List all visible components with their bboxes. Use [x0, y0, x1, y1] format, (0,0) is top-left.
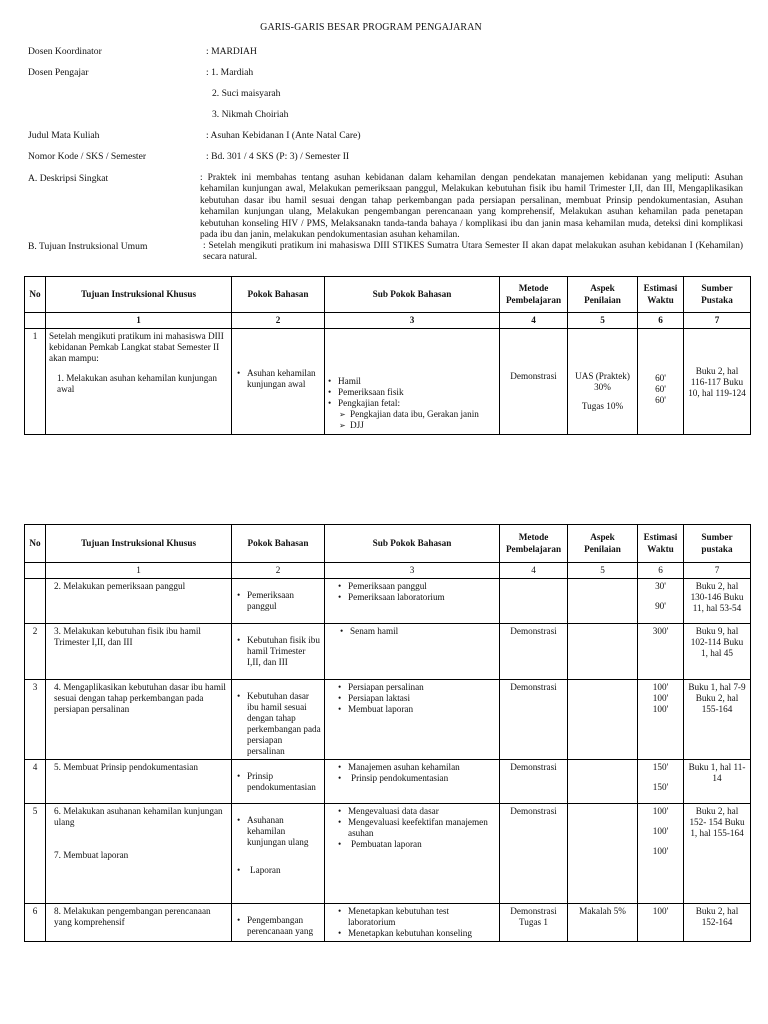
row-sub	[325, 680, 500, 760]
col-number: 2	[232, 563, 325, 579]
aspek-text: Tugas 10%	[581, 401, 624, 412]
row-aspek	[568, 680, 638, 760]
tiu-label: B. Tujuan Instruksional Umum	[28, 241, 148, 252]
col-number: 1	[46, 563, 232, 579]
dosen-koordinator-value: : MARDIAH	[206, 46, 257, 57]
waktu-value: 150'	[652, 782, 669, 793]
row-aspek	[568, 329, 638, 435]
sub-arrow-list	[328, 409, 496, 431]
sub-item: • Pengkajian fetal:	[338, 398, 496, 409]
pokok-list	[235, 691, 321, 757]
row-pokok	[232, 760, 325, 804]
waktu-value: 100'	[652, 826, 669, 837]
row-aspek	[568, 624, 638, 680]
row-tik: 3. Melakukan kebutuhan fisik ibu hamil Trimester I,II, dan III	[46, 624, 232, 680]
row-aspek	[568, 760, 638, 804]
row-sumber: Buku 2, hal 130-146 Buku 11, hal 53-54	[684, 579, 751, 624]
row-pokok	[232, 579, 325, 624]
table-row	[25, 760, 751, 804]
row-pokok	[232, 624, 325, 680]
row-aspek	[568, 579, 638, 624]
row-pokok	[232, 680, 325, 760]
col-no-header: No	[25, 277, 46, 313]
sub-list	[328, 906, 496, 939]
col-sub-header: Sub Pokok Bahasan	[325, 525, 500, 563]
col-metode-header: Metode Pembelajaran	[500, 525, 568, 563]
waktu-value: 100'	[652, 846, 669, 857]
row-pokok	[232, 904, 325, 942]
col-sumber-header: Sumber Pustaka	[684, 277, 751, 313]
pokok-item: • Kebutuhan dasar ibu hamil sesuai dengan tahap perkembangan pada persiapan persalinan	[247, 691, 321, 757]
row-aspek: Makalah 5%	[568, 904, 638, 942]
col-number: 6	[638, 313, 684, 329]
sub-list	[328, 376, 496, 409]
document-title: GARIS-GARIS BESAR PROGRAM PENGAJARAN	[260, 22, 482, 33]
sub-item: • Pemeriksaan panggul	[348, 581, 496, 592]
row-tik: 4. Mengaplikasikan kebutuhan dasar ibu hamil sesuai dengan tahap perkembangan pada persiapan persalinan	[46, 680, 232, 760]
kode-value: : Bd. 301 / 4 SKS (P: 3) / Semester II	[206, 151, 350, 162]
table-row	[25, 804, 751, 904]
tik-item: 1. Melakukan asuhan kehamilan kunjungan awal	[57, 373, 217, 395]
sub-item: • Pemeriksaan laboratorium	[348, 592, 496, 603]
waktu-value: 100'	[652, 704, 669, 715]
row-sub	[325, 329, 500, 435]
row-sumber: Buku 9, hal 102-114 Buku 1, hal 45	[684, 624, 751, 680]
col-number	[25, 563, 46, 579]
row-sub	[325, 760, 500, 804]
table-row	[25, 680, 751, 760]
sub-item: • Persiapan laktasi	[348, 693, 496, 704]
col-number: 7	[684, 563, 751, 579]
sub-item: • Persiapan persalinan	[348, 682, 496, 693]
sub-item: • Hamil	[338, 376, 496, 387]
sub-item: • Pemeriksaan fisik	[338, 387, 496, 398]
col-waktu-header: Estimasi Waktu	[638, 277, 684, 313]
pokok-item: • Pengembangan perencanaan yang	[247, 915, 321, 937]
row-no: 3	[25, 680, 46, 760]
table-header-row	[25, 525, 751, 563]
waktu-value: 60'	[655, 373, 666, 384]
row-sub	[325, 804, 500, 904]
pokok-list	[235, 590, 321, 612]
waktu-value: 150'	[652, 762, 669, 773]
table-header-row	[25, 277, 751, 313]
pokok-item: • Asuhan kehamilan kunjungan awal	[247, 368, 321, 390]
row-no: 5	[25, 804, 46, 904]
sub-item: • Prinsip pendokumentasian	[348, 773, 496, 784]
pokok-list	[235, 771, 321, 793]
dosen-pengajar-item: 3. Nikmah Choiriah	[212, 109, 289, 120]
sub-item: • Mengevaluasi keefektifan manajemen asuhan	[348, 817, 496, 839]
row-sub	[325, 579, 500, 624]
table-row	[25, 329, 751, 435]
waktu-value: 100'	[652, 906, 669, 917]
col-pokok-header: Pokok Bahasan	[232, 277, 325, 313]
row-waktu	[638, 680, 684, 760]
row-metode: Demonstrasi Tugas 1	[500, 904, 568, 942]
row-sumber: Buku 1, hal 11-14	[684, 760, 751, 804]
pokok-list	[235, 915, 321, 937]
col-metode-header: Metode Pembelajaran	[500, 277, 568, 313]
waktu-value: 30'	[655, 581, 666, 592]
row-no: 2	[25, 624, 46, 680]
row-sub	[325, 904, 500, 942]
col-number: 4	[500, 563, 568, 579]
waktu-value: 60'	[655, 395, 666, 406]
sub-item: • Menetapkan kebutuhan test laboratorium	[348, 906, 496, 928]
row-pokok	[232, 804, 325, 904]
col-sub-header: Sub Pokok Bahasan	[325, 277, 500, 313]
table-number-row	[25, 563, 751, 579]
row-metode: Demonstrasi	[500, 680, 568, 760]
row-sumber: Buku 2, hal 152- 154 Buku 1, hal 155-164	[684, 804, 751, 904]
col-number: 5	[568, 313, 638, 329]
table-row	[25, 904, 751, 942]
sub-item: • Manajemen asuhan kehamilan	[348, 762, 496, 773]
col-number: 3	[325, 563, 500, 579]
col-number: 1	[46, 313, 232, 329]
table-2	[24, 524, 751, 942]
sub-list	[328, 762, 496, 784]
row-no: 6	[25, 904, 46, 942]
sub-item: • Membuat laporan	[348, 704, 496, 715]
metode-text: Demonstrasi	[510, 371, 557, 382]
row-tik: 5. Membuat Prinsip pendokumentasian	[46, 760, 232, 804]
pokok-item: • Pemeriksaan panggul	[247, 590, 321, 612]
sub-list	[328, 682, 496, 715]
col-number: 3	[325, 313, 500, 329]
row-metode: Demonstrasi	[500, 624, 568, 680]
waktu-value: 100'	[652, 806, 669, 817]
col-aspek-header: Aspek Penilaian	[568, 525, 638, 563]
row-metode: Demonstrasi	[500, 804, 568, 904]
pokok-list	[235, 815, 321, 848]
col-number: 4	[500, 313, 568, 329]
sub-item: • Menetapkan kebutuhan konseling	[348, 928, 496, 939]
pokok-list	[235, 635, 321, 668]
col-tik-header: Tujuan Instruksional Khusus	[46, 525, 232, 563]
row-sumber	[684, 329, 751, 435]
row-waktu	[638, 804, 684, 904]
dosen-koordinator-label: Dosen Koordinator	[28, 46, 102, 57]
table-number-row	[25, 313, 751, 329]
pokok-item: • Asuhanan kehamilan kunjungan ulang	[247, 815, 321, 848]
row-sub	[325, 624, 500, 680]
col-tik-header: Tujuan Instruksional Khusus	[46, 277, 232, 313]
row-no: 4	[25, 760, 46, 804]
row-waktu	[638, 624, 684, 680]
table-row	[25, 624, 751, 680]
row-pokok	[232, 329, 325, 435]
col-no-header: No	[25, 525, 46, 563]
row-no	[25, 579, 46, 624]
tik-intro: Setelah mengikuti pratikum ini mahasiswa DIII kebidanan Pemkab Langkat stabat Semester II akan mampu:	[49, 331, 224, 364]
col-pokok-header: Pokok Bahasan	[232, 525, 325, 563]
row-sumber: Buku 1, hal 7-9 Buku 2, hal 155-164	[684, 680, 751, 760]
sub-item: • Mengevaluasi data dasar	[348, 806, 496, 817]
row-tik	[46, 329, 232, 435]
waktu-value: 300'	[652, 626, 669, 637]
deskripsi-text: : Praktek ini membahas tentang asuhan kebidanan dalam kehamilan dengan pendekatan manajemen kebidanan yang meliputi: Asuhan kehamilan kunjungan awal, Melakukan pemeriksaan panggul, Melakukan kebutuhan fisik ibu hamil Trimester I,II, dan III, Mengaplikasikan kebutuhan dasar ibu hamil sesuai dengan tahap perkembangan pada persiapan persalinan, membuat Prinsip pendokumentasian, Asuhan kehamilan kunjungan ulang, Melakukan pengembangan perencanaan yang komprehensif, Melakukan asuhan kehamilan pada penetapan kebutuhan konseling HIV / PMS, Melaksanakn tanda-tanda bahaya / komplikasi ibu dan janin masa kehamilan muda, deteksi dini komplikasi pada ibu dan janin, melakukan pendokumentasian asuhan kehamilan.	[200, 173, 743, 241]
pokok-list	[235, 368, 321, 390]
row-tik: 2. Melakukan pemeriksaan panggul	[46, 579, 232, 624]
table-row	[25, 579, 751, 624]
sub-list	[328, 626, 496, 637]
sub-arrow-item: ➢ DJJ	[350, 420, 496, 431]
col-sumber-header: Sumber pustaka	[684, 525, 751, 563]
col-number: 5	[568, 563, 638, 579]
row-waktu	[638, 760, 684, 804]
sub-arrow-item: ➢ Pengkajian data ibu, Gerakan janin	[350, 409, 496, 420]
col-number: 6	[638, 563, 684, 579]
col-aspek-header: Aspek Penilaian	[568, 277, 638, 313]
pokok-item: • Laporan	[247, 865, 321, 876]
dosen-pengajar-label: Dosen Pengajar	[28, 67, 89, 78]
pokok-item: • Prinsip pendokumentasian	[247, 771, 321, 793]
judul-label: Judul Mata Kuliah	[28, 130, 100, 141]
aspek-text: UAS (Praktek) 30%	[575, 371, 630, 393]
row-waktu	[638, 579, 684, 624]
row-waktu	[638, 904, 684, 942]
table-1	[24, 276, 751, 435]
deskripsi-label: A. Deskripsi Singkat	[28, 173, 109, 184]
col-number	[25, 313, 46, 329]
sub-list	[328, 806, 496, 850]
row-metode	[500, 579, 568, 624]
tik-item: 7. Membuat laporan	[54, 850, 129, 861]
sub-item: • Pembuatan laporan	[348, 839, 496, 850]
row-no: 1	[25, 329, 46, 435]
sumber-text: Buku 2, hal 116-117 Buku 10, hal 119-124	[688, 366, 746, 399]
tik-item: 6. Melakukan asuhanan kehamilan kunjungan ulang	[54, 806, 223, 828]
judul-value: : Asuhan Kebidanan I (Ante Natal Care)	[206, 130, 361, 141]
pokok-item: • Kebutuhan fisik ibu hamil Trimester I,II, dan III	[247, 635, 321, 668]
waktu-value: 60'	[655, 384, 666, 395]
waktu-value: 100'	[652, 693, 669, 704]
row-tik	[46, 804, 232, 904]
sub-list	[328, 581, 496, 603]
row-sumber: Buku 2, hal 152-164	[684, 904, 751, 942]
waktu-value: 100'	[652, 682, 669, 693]
row-aspek	[568, 804, 638, 904]
sub-item: • Senam hamil	[350, 626, 496, 637]
kode-label: Nomor Kode / SKS / Semester	[28, 151, 147, 162]
row-metode	[500, 329, 568, 435]
tiu-text: : Setelah mengikuti pratikum ini mahasiswa DIII STIKES Sumatra Utara Semester II akan dapat melakukan asuhan kebidanan I (Kehamilan) secara natural.	[203, 241, 743, 263]
col-number: 2	[232, 313, 325, 329]
dosen-pengajar-item: : 1. Mardiah	[206, 67, 254, 78]
col-waktu-header: Estimasi Waktu	[638, 525, 684, 563]
waktu-value: 90'	[655, 601, 666, 612]
dosen-pengajar-item: 2. Suci maisyarah	[212, 88, 281, 99]
row-tik: 8. Melakukan pengembangan perencanaan yang komprehensif	[46, 904, 232, 942]
col-number: 7	[684, 313, 751, 329]
row-metode: Demonstrasi	[500, 760, 568, 804]
row-waktu	[638, 329, 684, 435]
pokok-list	[235, 865, 321, 876]
